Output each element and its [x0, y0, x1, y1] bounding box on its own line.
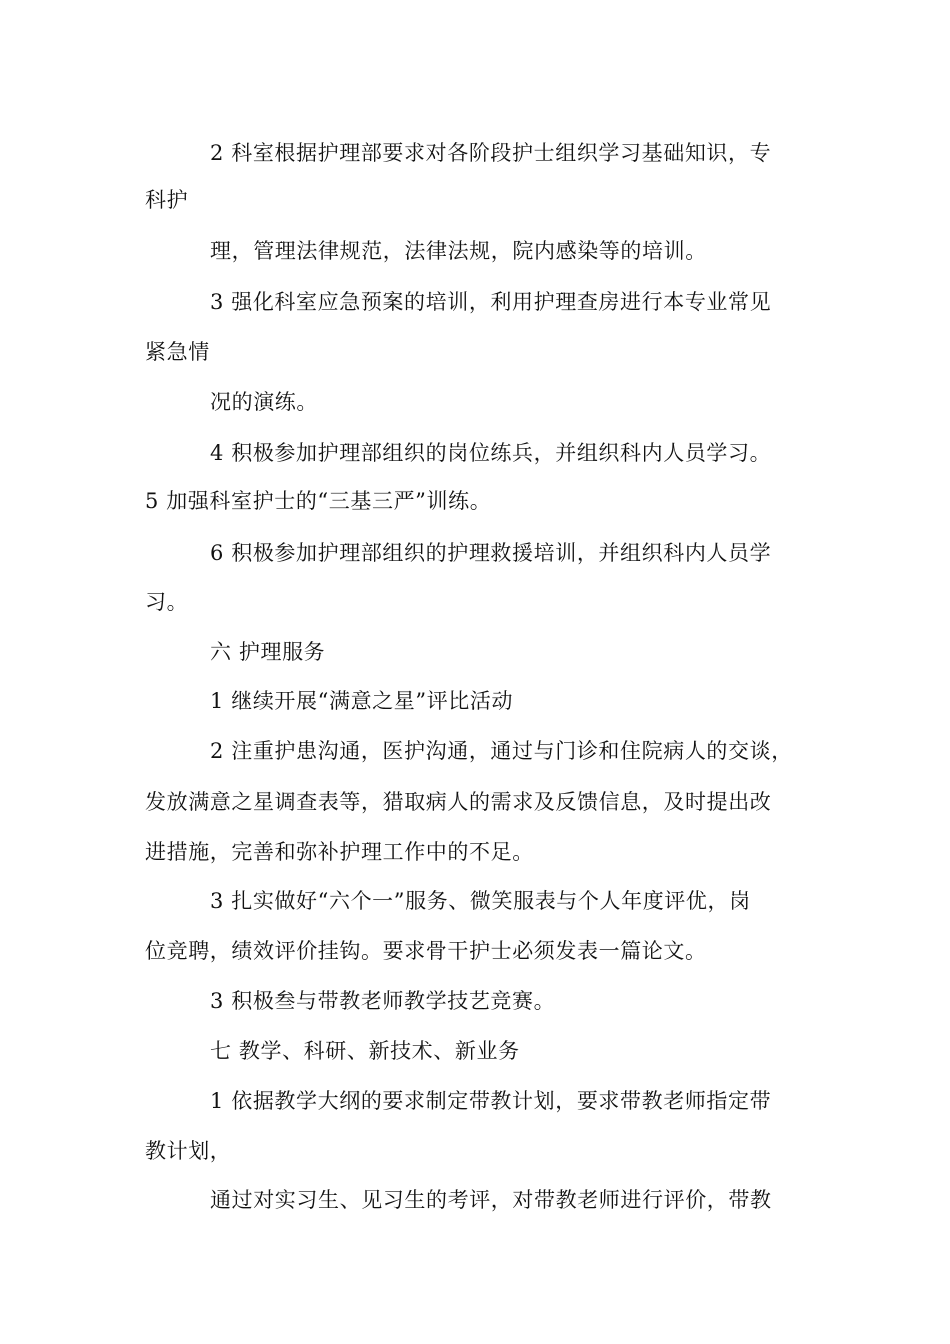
text-line: 4 积极参加护理部组织的岗位练兵，并组织科内人员学习。	[210, 441, 772, 465]
text-line: 位竞聘，绩效评价挂钩。要求骨干护士必须发表一篇论文。	[145, 939, 707, 963]
section-heading: 七 教学、科研、新技术、新业务	[210, 1039, 520, 1063]
text-line: 况的演练。	[210, 390, 318, 414]
text-line: 理，管理法律规范，法律法规，院内感染等的培训。	[210, 239, 707, 263]
text-line: 通过对实习生、见习生的考评，对带教老师进行评价，带教	[210, 1188, 772, 1212]
text-line: 2 科室根据护理部要求对各阶段护士组织学习基础知识，专	[210, 141, 772, 165]
text-line: 1 继续开展“满意之星”评比活动	[210, 689, 514, 713]
text-line: 科护	[145, 188, 189, 212]
text-line: 3 扎实做好“六个一”服务、微笑服表与个人年度评优，岗	[210, 889, 751, 913]
text-line: 1 依据教学大纲的要求制定带教计划，要求带教老师指定带	[210, 1089, 772, 1113]
text-line: 进措施，完善和弥补护理工作中的不足。	[145, 840, 534, 864]
text-line: 紧急情	[145, 340, 210, 364]
text-line: 5 加强科室护士的“三基三严”训练。	[145, 489, 492, 513]
text-line: 3 积极叁与带教老师教学技艺竞赛。	[210, 989, 556, 1013]
text-line: 2 注重护患沟通，医护沟通，通过与门诊和住院病人的交谈，	[210, 739, 793, 763]
text-line: 习。	[145, 590, 189, 614]
text-line: 教计划，	[145, 1139, 232, 1163]
text-line: 6 积极参加护理部组织的护理救援培训，并组织科内人员学	[210, 541, 772, 565]
text-line: 3 强化科室应急预案的培训，利用护理查房进行本专业常见	[210, 290, 772, 314]
text-line: 发放满意之星调查表等，猎取病人的需求及反馈信息，及时提出改	[145, 790, 772, 814]
section-heading: 六 护理服务	[210, 640, 326, 664]
